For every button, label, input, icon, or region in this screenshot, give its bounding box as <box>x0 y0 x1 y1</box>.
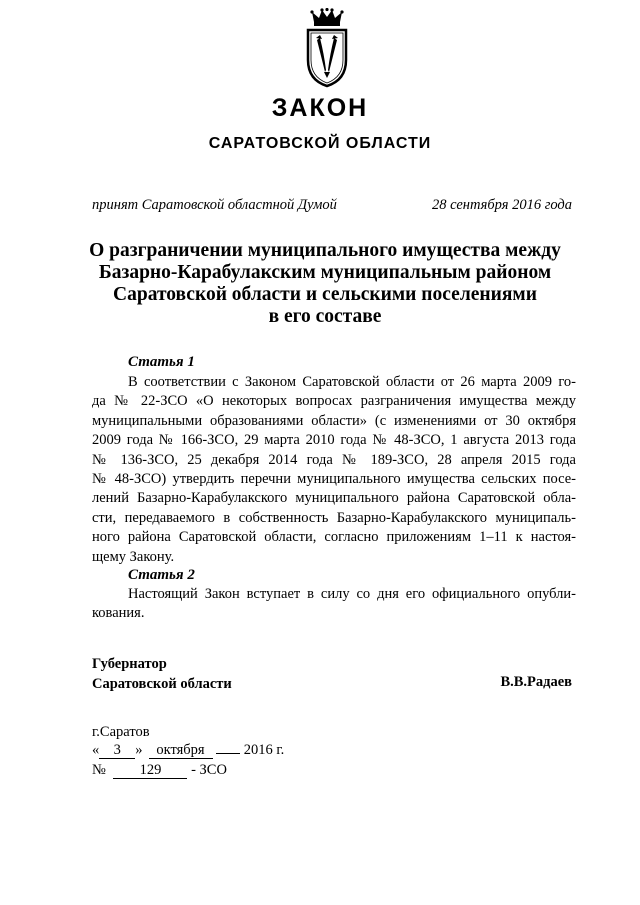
signer-position <box>92 654 232 694</box>
text-line: Настоящий Закон вступает в силу со дня его официального опубли- <box>128 586 576 602</box>
signer-position-line: Губернатор <box>92 656 167 672</box>
signing-year: 2016 г. <box>243 742 285 758</box>
adoption-date: 28 сентября 2016 года <box>431 197 572 213</box>
adopted-by: принят Саратовской областной Думой <box>92 197 337 213</box>
signer-position-line: Саратовской области <box>92 676 232 692</box>
quote-close: » <box>135 742 143 758</box>
text-line: лений Базарно-Карабулакского муниципального района Саратовской обла- <box>92 490 576 507</box>
text-line: щему Закону. <box>92 548 175 565</box>
signing-month: октября <box>149 743 213 759</box>
signing-place: г.Саратов <box>92 724 150 740</box>
law-name-line: в его составе <box>268 306 382 327</box>
law-name-line: Базарно-Карабулакским муниципальным районом <box>98 262 552 283</box>
crown-icon <box>310 8 343 26</box>
document-title: ЗАКОН <box>271 94 369 122</box>
article-2-text <box>92 585 576 624</box>
text-line: № 48-ЗСО) утвердить перечни муниципального имущества сельских посе- <box>92 470 576 487</box>
signing-date <box>92 742 284 759</box>
article-1-text <box>92 373 576 567</box>
signing-day: 3 <box>99 743 135 759</box>
coat-of-arms-emblem <box>300 8 354 88</box>
signer-name: В.В.Радаев <box>500 674 572 690</box>
sterlet-fish-icon <box>316 35 338 78</box>
law-name <box>70 240 580 328</box>
law-number-suffix: - ЗСО <box>191 762 227 778</box>
article-2-title: Статья 2 <box>128 567 195 583</box>
document-subtitle: САРАТОВСКОЙ ОБЛАСТИ <box>208 135 432 152</box>
law-name-line: Саратовской области и сельскими поселениями <box>113 284 537 305</box>
law-number-value: 129 <box>113 763 187 779</box>
number-sign: № <box>92 762 106 778</box>
article-1-title: Статья 1 <box>128 354 195 370</box>
text-line: ного района Саратовской области, согласно приложениям 1–11 к настоя- <box>92 529 576 546</box>
text-line: муниципальными образованиями области» (с изменениями от 30 октября <box>92 412 576 429</box>
law-name-line: О разграничении муниципального имущества между <box>89 240 561 261</box>
text-line: кования. <box>92 605 145 622</box>
text-line: № 136-ЗСО, 25 декабря 2014 года № 189-ЗСО, 28 апреля 2015 года <box>92 451 576 468</box>
text-line: В соответствии с Законом Саратовской области от 26 марта 2009 го- <box>128 374 576 390</box>
text-line: 2009 года № 166-ЗСО, 29 марта 2010 года № 48-ЗСО, 1 августа 2013 года <box>92 432 576 449</box>
law-number <box>92 762 227 779</box>
underline-gap <box>216 753 240 754</box>
text-line: да № 22-ЗСО «О некоторых вопросах разграничения имущества между <box>92 393 576 410</box>
text-line: сти, передаваемого в собственность Базарно-Карабулакского муниципаль- <box>92 509 576 526</box>
quote-open: « <box>92 742 100 758</box>
